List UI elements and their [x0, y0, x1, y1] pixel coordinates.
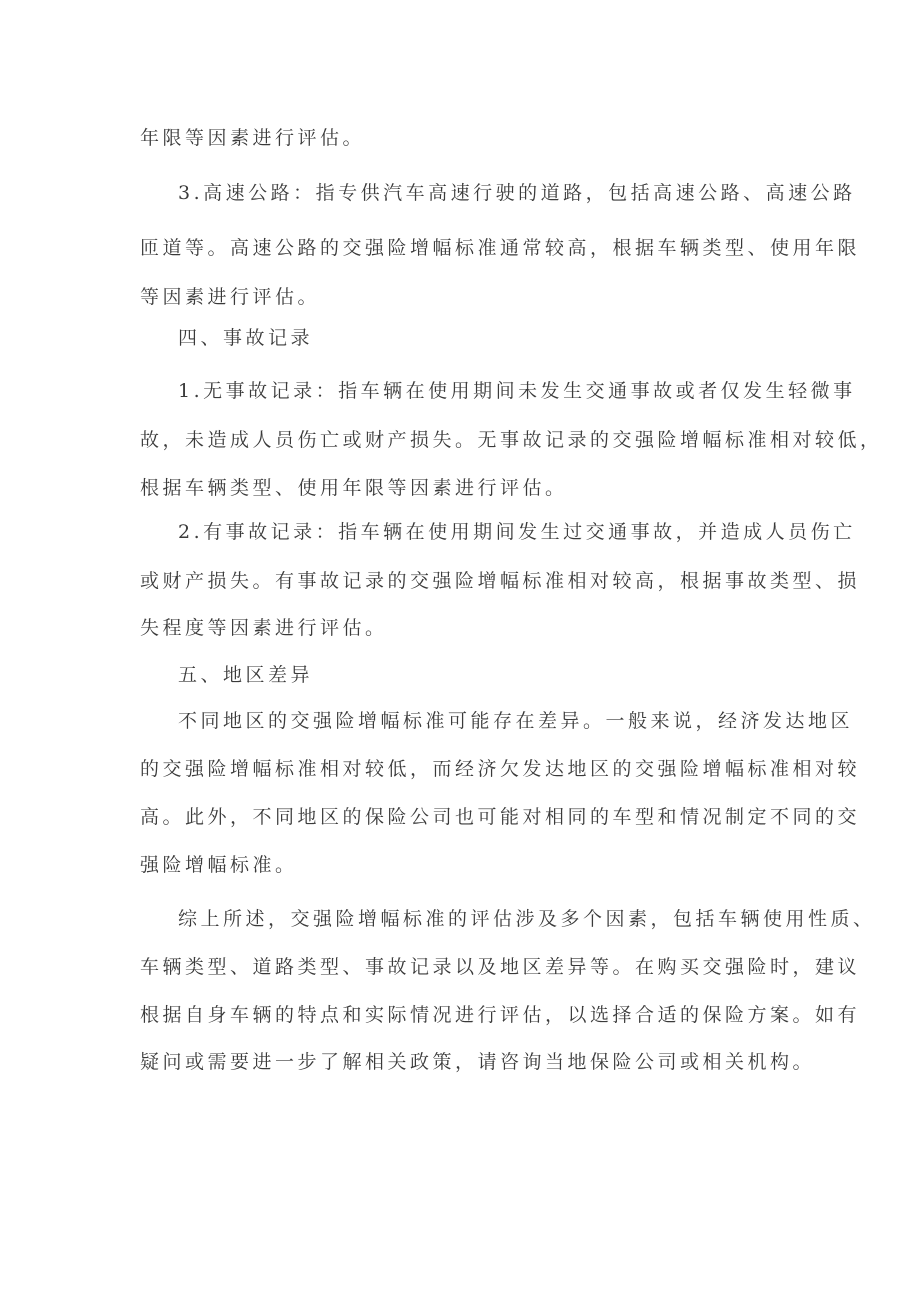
paragraph-line: 匝道等。高速公路的交强险增幅标准通常较高，根据车辆类型、使用年限: [140, 237, 861, 259]
paragraph-line: 高。此外，不同地区的保险公司也可能对相同的车型和情况制定不同的交: [140, 806, 861, 828]
paragraph-line: 车辆类型、道路类型、事故记录以及地区差异等。在购买交强险时，建议: [140, 956, 861, 978]
paragraph-line: 不同地区的交强险增幅标准可能存在差异。一般来说，经济发达地区: [178, 710, 854, 732]
paragraph-line: 强险增幅标准。: [140, 854, 298, 876]
section-heading: 五、地区差异: [178, 664, 314, 686]
paragraph-line: 2.有事故记录：指车辆在使用期间发生过交通事故，并造成人员伤亡: [178, 521, 856, 543]
paragraph-line: 疑问或需要进一步了解相关政策，请咨询当地保险公司或相关机构。: [140, 1051, 816, 1073]
paragraph-line: 1.无事故记录：指车辆在使用期间未发生交通事故或者仅发生轻微事: [178, 380, 856, 402]
paragraph-line: 3.高速公路：指专供汽车高速行驶的道路，包括高速公路、高速公路: [178, 182, 856, 204]
paragraph-line: 故，未造成人员伤亡或财产损失。无事故记录的交强险增幅标准相对较低，: [140, 429, 883, 451]
section-heading: 四、事故记录: [178, 327, 314, 349]
paragraph-line: 根据车辆类型、使用年限等因素进行评估。: [140, 477, 568, 499]
paragraph-line: 综上所述，交强险增幅标准的评估涉及多个因素，包括车辆使用性质、: [178, 908, 876, 930]
paragraph-line: 等因素进行评估。: [140, 286, 321, 308]
paragraph-line: 或财产损失。有事故记录的交强险增幅标准相对较高，根据事故类型、损: [140, 570, 861, 592]
paragraph-line: 根据自身车辆的特点和实际情况进行评估，以选择合适的保险方案。如有: [140, 1004, 861, 1026]
paragraph-line: 年限等因素进行评估。: [140, 127, 366, 149]
paragraph-line: 的交强险增幅标准相对较低，而经济欠发达地区的交强险增幅标准相对较: [140, 758, 861, 780]
paragraph-line: 失程度等因素进行评估。: [140, 617, 388, 639]
